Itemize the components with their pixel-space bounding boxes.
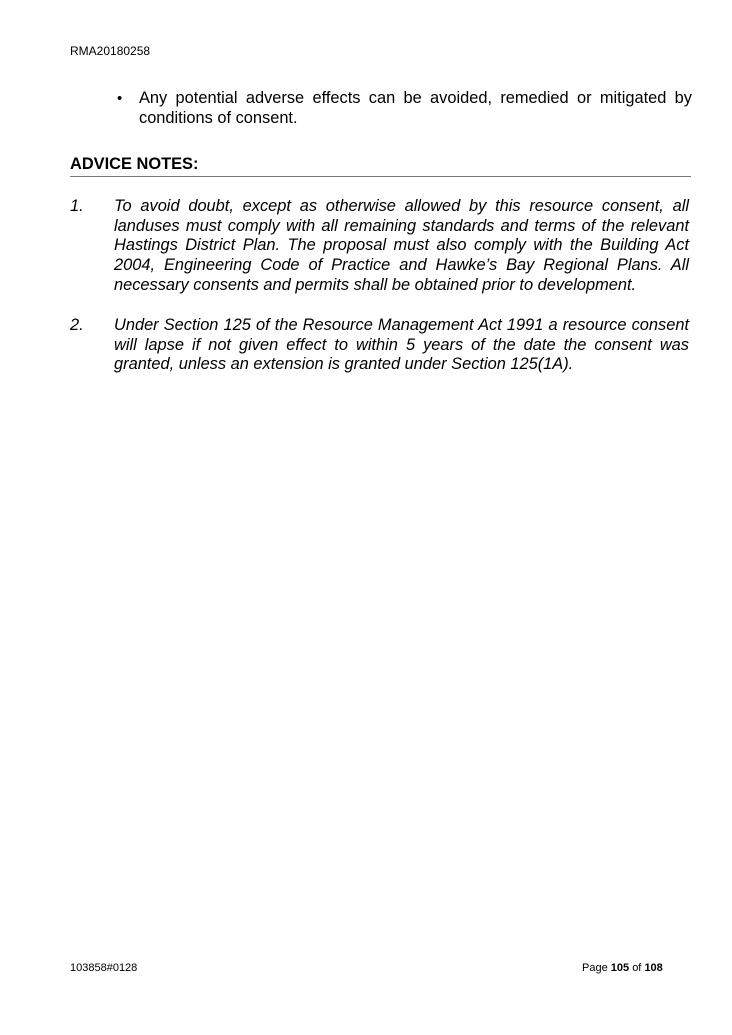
page-current: 105 <box>610 962 630 974</box>
advice-note-number: 2. <box>70 316 84 334</box>
advice-note-item <box>70 197 691 297</box>
page-label: Page <box>582 962 608 974</box>
bullet-text: Any potential adverse effects can be avoided, remedied or mitigated by conditions of consent. <box>139 89 692 127</box>
page-total: 108 <box>644 962 663 974</box>
advice-notes-heading: ADVICE NOTES: <box>70 155 691 177</box>
advice-note-text: To avoid doubt, except as otherwise allowed by this resource consent, all landuses must comply with all remaining standards and terms of the relevant Hastings District Plan. The proposal must also comply with the Building Act 2004, Engineering Code of Practice and Hawke’s Bay Regional Plans. All necessary consents and permits shall be obtained prior to development. <box>114 197 689 294</box>
bullet-icon: • <box>117 90 123 107</box>
advice-note-text: Under Section 125 of the Resource Management Act 1991 a resource consent will lapse if not given effect to within 5 years of the date the consent was granted, unless an extension is granted under Section 125(1A). <box>114 316 689 374</box>
advice-note-number: 1. <box>70 197 84 215</box>
advice-note-item <box>70 316 691 376</box>
footer-document-id: 103858#0128 <box>70 962 138 974</box>
page-number <box>582 962 663 974</box>
document-reference: RMA20180258 <box>70 44 151 58</box>
page-of-label: of <box>632 962 642 974</box>
